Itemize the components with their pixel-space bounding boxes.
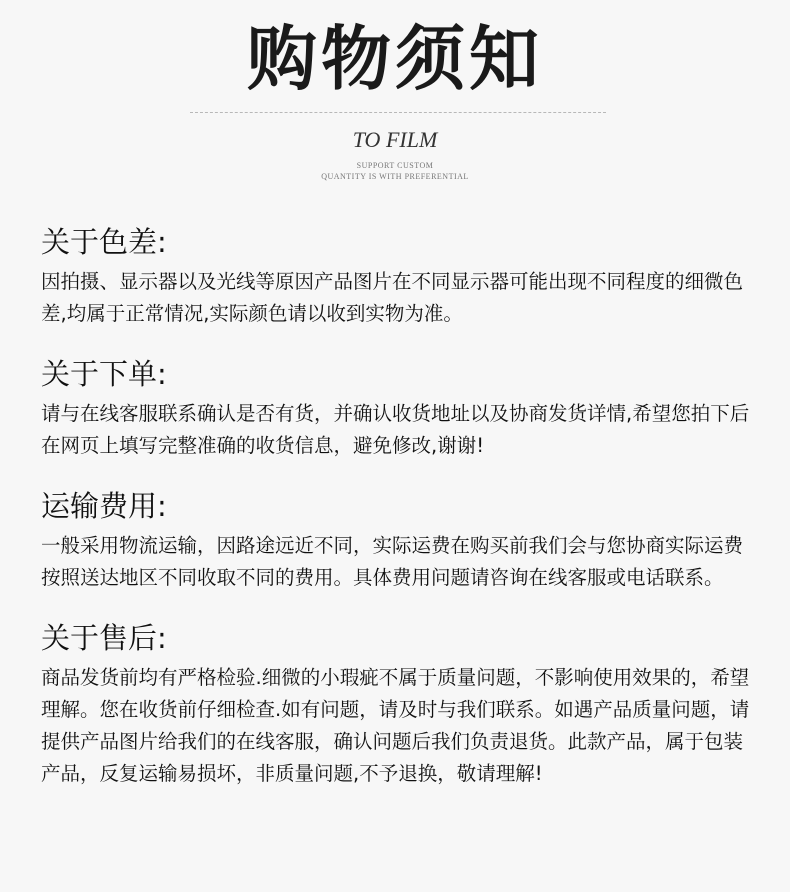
notice-sections <box>41 222 753 814</box>
section-body: 一般采用物流运输，因路途远近不同，实际运费在购买前我们会与您协商实际运费按照送达地区不同收取不同的费用。具体费用问题请咨询在线客服或电话联系。 <box>41 534 744 589</box>
page-header <box>0 0 790 190</box>
section-heading: 运输费用: <box>41 489 167 523</box>
tagline-line-2: QUANTITY IS WITH PREFERENTIAL <box>321 172 469 181</box>
section-shipping-cost <box>41 486 753 594</box>
section-color-difference <box>41 222 753 330</box>
section-ordering <box>41 354 753 462</box>
section-body: 商品发货前均有严格检验.细微的小瑕疵不属于质量问题，不影响使用效果的，希望理解。您在收货前仔细检查.如有问题，请及时与我们联系。如遇产品质量问题，请提供产品图片给我们的在线客服，确认问题后我们负责退货。此款产品，属于包装产品，反复运输易损坏，非质量问题,不予退换，敬请理解! <box>41 666 750 785</box>
section-body: 因拍摄、显示器以及光线等原因产品图片在不同显示器可能出现不同程度的细微色差,均属于正常情况,实际颜色请以收到实物为准。 <box>41 270 744 325</box>
section-after-sales <box>41 618 753 790</box>
page-subtitle: TO FILM <box>352 127 438 152</box>
page-title: 购物须知 <box>247 17 543 100</box>
header-divider <box>190 112 606 113</box>
section-heading: 关于下单: <box>41 357 167 391</box>
section-body: 请与在线客服联系确认是否有货，并确认收货地址以及协商发货详情,希望您拍下后在网页上填写完整准确的收货信息，避免修改,谢谢! <box>41 402 750 457</box>
section-heading: 关于售后: <box>41 621 167 655</box>
tagline-line-1: SUPPORT CUSTOM <box>356 161 434 170</box>
section-heading: 关于色差: <box>41 225 167 259</box>
